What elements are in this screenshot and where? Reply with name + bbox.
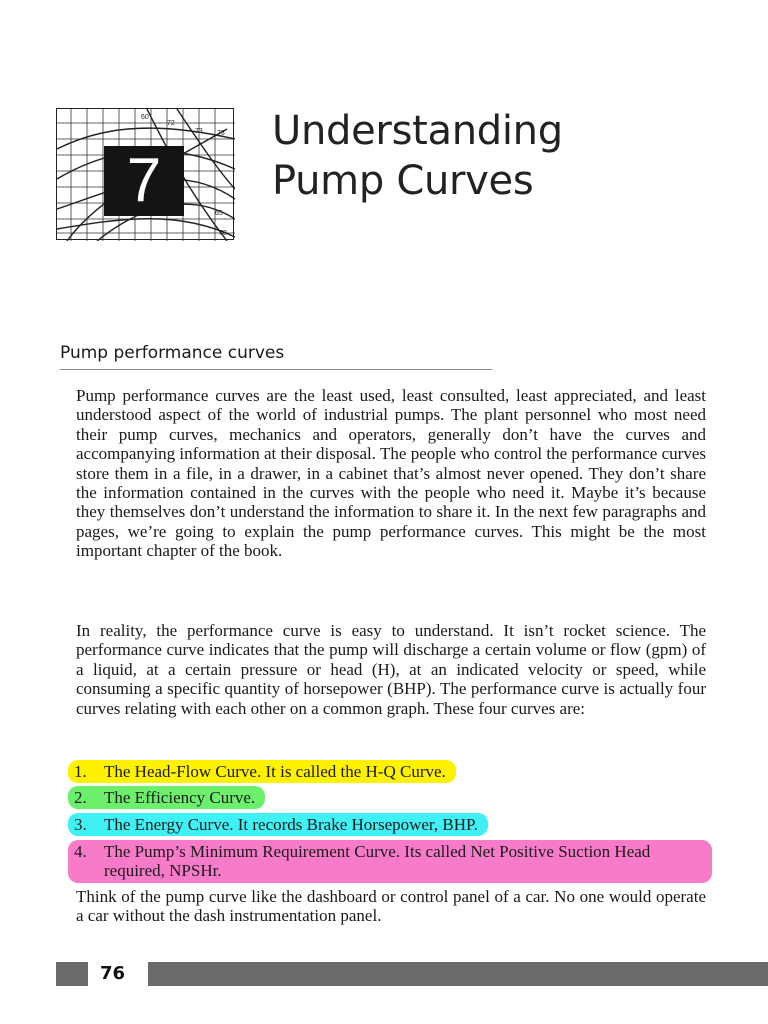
chapter-title-line1: Understanding <box>272 108 563 154</box>
footer-bar-left <box>56 962 88 986</box>
paragraph-3: Think of the pump curve like the dashboard or control panel of a car. No one would operate a car without the dash instrumentation panel. <box>76 887 706 926</box>
list-item-4-text: The Pump’s Minimum Requirement Curve. Its called Net Positive Suction Head required, NPSHr. <box>104 842 651 881</box>
list-item-3-number: 3. <box>74 815 87 834</box>
section-heading: Pump performance curves <box>60 343 285 363</box>
icon-label-65: 65 <box>215 210 223 217</box>
list-item-3 <box>68 813 488 836</box>
icon-label-73b: 73 <box>217 130 225 137</box>
chapter-graph-icon <box>56 108 234 240</box>
list-item-4 <box>68 840 712 883</box>
list-item-2-text: The Efficiency Curve. <box>104 788 256 807</box>
list-item-1 <box>68 760 456 783</box>
paragraph-2: In reality, the performance curve is easy to understand. It isn’t rocket science. The performance curve indicates that the pump will discharge a certain volume or flow (gpm) of a liquid, at a certain pressure or head (H), at an indicated velocity or speed, while consuming a specific quantity of horsepower (BHP). The performance curve is actually four curves relating with each other on a common graph. These four curves are: <box>76 621 706 718</box>
list-item-4-number: 4. <box>74 842 87 861</box>
icon-label-70: 70 <box>219 230 227 237</box>
icon-label-60: 60 <box>141 114 149 121</box>
footer-bar-right <box>148 962 768 986</box>
page-number: 76 <box>100 963 126 984</box>
list-item-1-number: 1. <box>74 762 87 781</box>
list-item-1-text: The Head-Flow Curve. It is called the H-Q Curve. <box>104 762 446 781</box>
chapter-number: 7 <box>104 146 184 216</box>
chapter-title <box>272 106 563 206</box>
list-item-2-number: 2. <box>74 788 87 807</box>
icon-label-72: 72 <box>167 120 175 127</box>
chapter-title-line2: Pump Curves <box>272 158 534 204</box>
paragraph-1: Pump performance curves are the least used, least consulted, least appreciated, and least understood aspect of the world of industrial pumps. The plant personnel who most need their pump curves, mechanics and operators, generally don’t have the curves and accompanying information at their disposal. The people who control the performance curves store them in a file, in a drawer, in a cabinet that’s almost never opened. They don’t share the information contained in the curves with the people who need it. Maybe it’s because they themselves don’t understand the information to share it. In the next few paragraphs and pages, we’re going to explain the pump performance curves. This might be the most important chapter of the book. <box>76 386 706 561</box>
list-item-3-text: The Energy Curve. It records Brake Horsepower, BHP. <box>104 815 478 834</box>
list-item-2 <box>68 786 265 809</box>
icon-label-73a: 73 <box>195 128 203 135</box>
section-divider <box>60 369 492 370</box>
